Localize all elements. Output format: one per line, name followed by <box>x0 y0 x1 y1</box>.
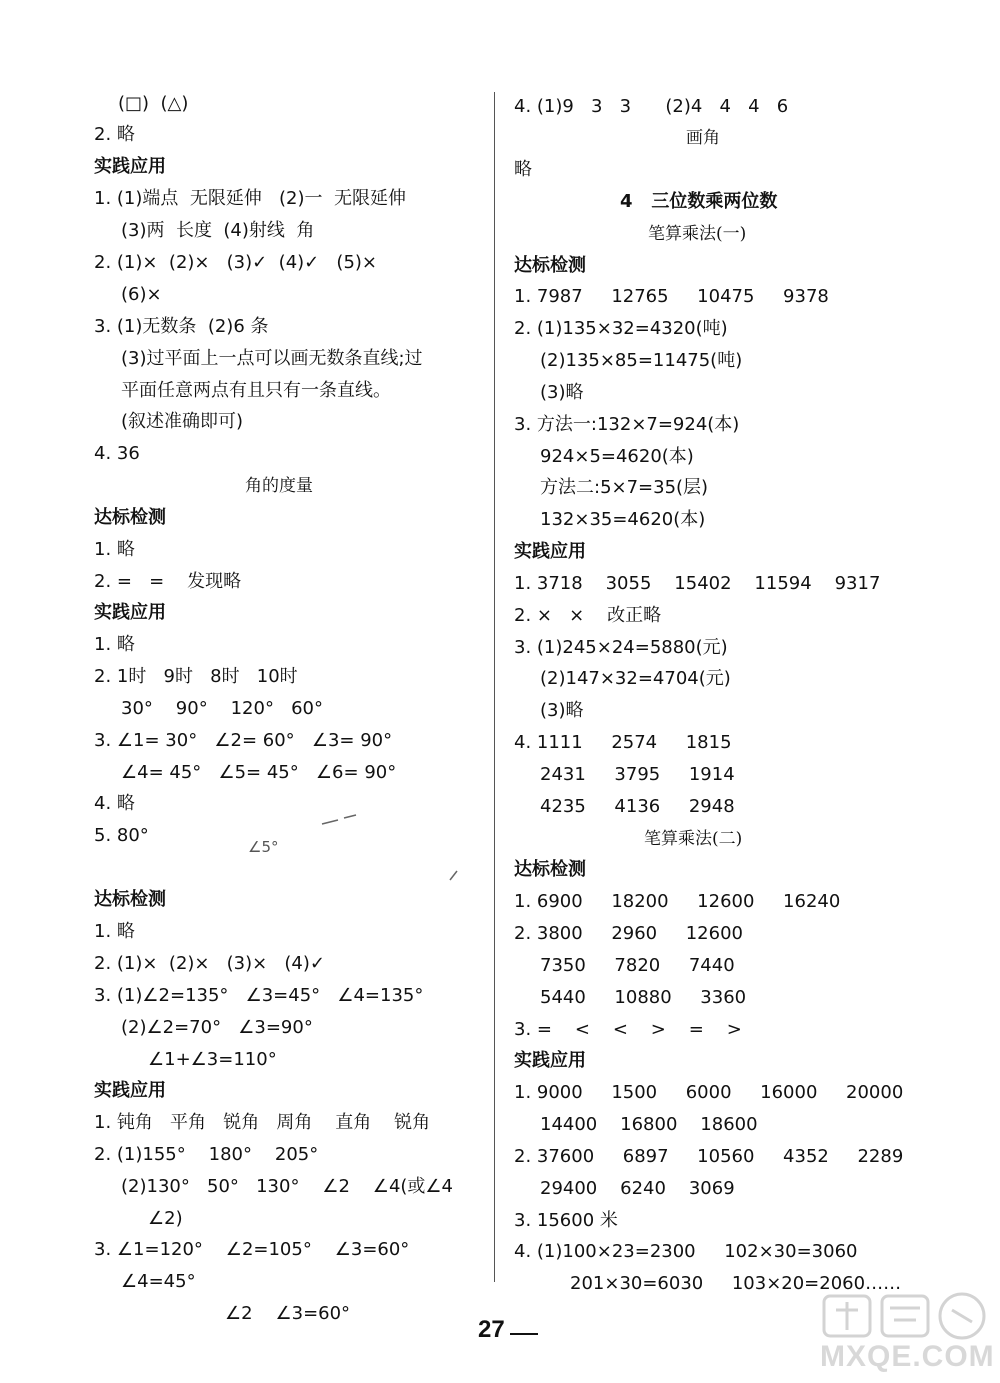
left-line-4: (3)两 长度 (4)射线 角 <box>121 220 315 241</box>
section-title-written-multiplication-1: 笔算乘法(一) <box>648 224 747 244</box>
left-line-8: (3)过平面上一点可以画无数条直线;过 <box>121 348 423 369</box>
right-line-23: 3. = < < > = > <box>514 1019 742 1040</box>
left-line-3: 1. (1)端点 无限延伸 (2)一 无限延伸 <box>94 188 406 209</box>
right-line-17: 2431 3795 1914 <box>540 764 735 785</box>
section-heading-practice: 实践应用 <box>94 156 166 177</box>
right-line-5: (2)135×85=11475(吨) <box>540 350 743 371</box>
left-line-18: ∠4= 45° ∠5= 45° ∠6= 90° <box>121 762 397 783</box>
left-line-12: 1. 略 <box>94 539 135 560</box>
chapter-title: 4 三位数乘两位数 <box>620 191 778 212</box>
right-line-20: 2. 3800 2960 12600 <box>514 923 743 944</box>
left-line-11: 4. 36 <box>94 443 140 464</box>
section-heading-check: 达标检测 <box>94 889 166 910</box>
right-line-15: (3)略 <box>540 700 584 721</box>
right-line-6: (3)略 <box>540 382 584 403</box>
left-line-27: 2. (1)155° 180° 205° <box>94 1144 319 1165</box>
section-heading-practice: 实践应用 <box>514 541 586 562</box>
watermark-url: MXQE.COM <box>820 1340 995 1373</box>
right-line-10: 132×35=4620(本) <box>540 509 706 530</box>
left-line-23: 3. (1)∠2=135° ∠3=45° ∠4=135° <box>94 985 424 1006</box>
column-divider <box>494 92 495 1282</box>
left-line-30: 3. ∠1=120° ∠2=105° ∠3=60° <box>94 1239 410 1260</box>
left-line-5: 2. (1)× (2)× (3)✓ (4)✓ (5)× <box>94 252 378 273</box>
left-line-16: 30° 90° 120° 60° <box>121 698 324 719</box>
watermark <box>820 1290 995 1380</box>
right-line-11: 1. 3718 3055 15402 11594 9317 <box>514 573 881 594</box>
left-line-26: 1. 钝角 平角 锐角 周角 直角 锐角 <box>94 1112 431 1133</box>
left-line-9: 平面任意两点有且只有一条直线。 <box>121 380 391 401</box>
right-line-25: 14400 16800 18600 <box>540 1114 758 1135</box>
right-line-2: 略 <box>514 159 532 180</box>
left-line-1: (□) (△) <box>118 93 189 114</box>
section-title-angle-measure: 角的度量 <box>245 476 313 496</box>
left-line-10: (叙述准确即可) <box>121 411 244 432</box>
left-line-22: 2. (1)× (2)× (3)× (4)✓ <box>94 953 325 974</box>
right-line-18: 4235 4136 2948 <box>540 796 735 817</box>
left-line-29: ∠2) <box>148 1208 183 1229</box>
section-heading-check: 达标检测 <box>94 507 166 528</box>
section-heading-practice: 实践应用 <box>94 1080 166 1101</box>
left-line-31: ∠4=45° <box>121 1271 196 1292</box>
right-line-12: 2. × × 改正略 <box>514 605 662 626</box>
right-line-13: 3. (1)245×24=5880(元) <box>514 637 728 658</box>
right-line-30: 201×30=6030 103×20=2060…… <box>570 1273 902 1294</box>
right-line-1: 4. (1)9 3 3 (2)4 4 4 6 <box>514 96 789 117</box>
left-line-14: 1. 略 <box>94 634 135 655</box>
left-line-20: 5. 80° <box>94 825 149 846</box>
section-heading-check: 达标检测 <box>514 859 586 880</box>
right-line-24: 1. 9000 1500 6000 16000 20000 <box>514 1082 904 1103</box>
section-title-draw-angle: 画角 <box>686 128 720 148</box>
right-line-4: 2. (1)135×32=4320(吨) <box>514 318 728 339</box>
watermark-logo <box>820 1290 990 1342</box>
right-line-27: 29400 6240 3069 <box>540 1178 735 1199</box>
right-line-21: 7350 7820 7440 <box>540 955 735 976</box>
right-line-29: 4. (1)100×23=2300 102×30=3060 <box>514 1241 858 1262</box>
left-line-7: 3. (1)无数条 (2)6 条 <box>94 316 269 337</box>
left-line-15: 2. 1时 9时 8时 10时 <box>94 666 298 687</box>
right-line-22: 5440 10880 3360 <box>540 987 747 1008</box>
right-line-7: 3. 方法一:132×7=924(本) <box>514 414 740 435</box>
right-line-8: 924×5=4620(本) <box>540 446 694 467</box>
section-title-written-multiplication-2: 笔算乘法(二) <box>644 829 743 849</box>
left-line-20b: ∠5° <box>248 838 279 856</box>
page-number-dash <box>510 1333 538 1335</box>
right-line-3: 1. 7987 12765 10475 9378 <box>514 286 829 307</box>
right-line-28: 3. 15600 米 <box>514 1210 618 1231</box>
left-line-32: ∠2 ∠3=60° <box>225 1303 351 1324</box>
stray-pen-mark <box>320 812 360 828</box>
right-line-9: 方法二:5×7=35(层) <box>540 477 709 498</box>
left-line-28: (2)130° 50° 130° ∠2 ∠4(或∠4 <box>121 1176 454 1197</box>
left-line-24: (2)∠2=70° ∠3=90° <box>121 1017 313 1038</box>
page-number: 27 <box>478 1316 505 1343</box>
section-heading-check: 达标检测 <box>514 255 586 276</box>
right-line-26: 2. 37600 6897 10560 4352 2289 <box>514 1146 904 1167</box>
right-line-14: (2)147×32=4704(元) <box>540 668 731 689</box>
right-line-19: 1. 6900 18200 12600 16240 <box>514 891 841 912</box>
left-line-25: ∠1+∠3=110° <box>148 1049 277 1070</box>
section-heading-practice: 实践应用 <box>94 602 166 623</box>
left-line-17: 3. ∠1= 30° ∠2= 60° ∠3= 90° <box>94 730 393 751</box>
left-line-6: (6)× <box>121 284 162 305</box>
left-line-2: 2. 略 <box>94 124 135 145</box>
left-line-19: 4. 略 <box>94 793 135 814</box>
left-line-21: 1. 略 <box>94 921 135 942</box>
right-line-16: 4. 1111 2574 1815 <box>514 732 732 753</box>
section-heading-practice: 实践应用 <box>514 1050 586 1071</box>
stray-pen-mark <box>448 868 460 882</box>
left-line-13: 2. = = 发现略 <box>94 571 242 592</box>
